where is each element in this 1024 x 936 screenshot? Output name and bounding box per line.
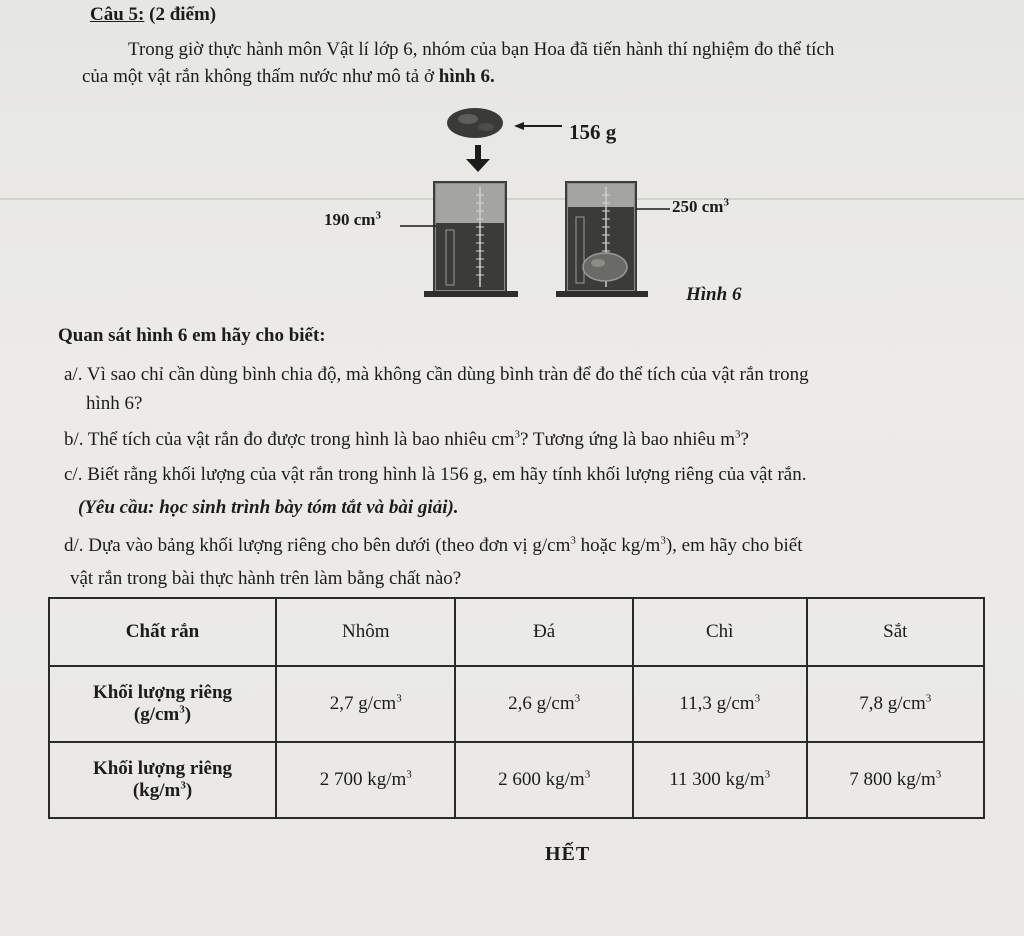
table-cell: 2,6 $g/cm^3$ <box>455 666 632 742</box>
question-label: Câu 5: <box>90 4 145 25</box>
row-label-kgm3: Khối lượng riêng $(kg/m^3)$ <box>49 742 276 818</box>
table-cell: 11,3 $g/cm^3$ <box>633 666 807 742</box>
table-cell: 2,7 $g/cm^3$ <box>276 666 455 742</box>
end-marker: HẾT <box>545 843 591 865</box>
question-title <box>90 4 216 26</box>
volume-2-label: 250 $cm^3$ <box>672 196 729 216</box>
volume-1-label: 190 $cm^3$ <box>324 209 381 229</box>
table-cell: 7 800 $kg/m^3$ <box>807 742 984 818</box>
table-header-cell: Chất rắn <box>49 598 276 666</box>
item-c-line-2: (Yêu cầu: học sinh trình bày tóm tắt và bài giải). <box>78 497 459 518</box>
rock-illustration <box>447 108 503 138</box>
density-table <box>48 597 985 819</box>
table-header-cell: Chì <box>633 598 807 666</box>
figure-reference: hình 6. <box>438 66 495 87</box>
table-row <box>49 666 984 742</box>
table-header-row <box>49 598 984 666</box>
item-a-line-1: a/. Vì sao chỉ cần dùng bình chia độ, mà không cần dùng bình tràn để đo thể tích của vật rắn trong <box>64 364 809 385</box>
graduated-cylinder-2 <box>556 182 648 297</box>
mass-label: 156 g <box>569 120 617 144</box>
down-arrow-icon <box>466 145 490 172</box>
table-cell: 2 600 $kg/m^3$ <box>455 742 632 818</box>
question-points: (2 điểm) <box>149 4 217 25</box>
item-b: b/. Thể tích của vật rắn đo được trong hình là bao nhiêu $cm^3$? Tương ứng là bao nhiêu $m^3$? <box>64 428 749 450</box>
prompt-heading: Quan sát hình 6 em hãy cho biết: <box>58 325 326 346</box>
row-label-gcm3: Khối lượng riêng $(g/cm^3)$ <box>49 666 276 742</box>
item-a-line-2: hình 6? <box>86 393 143 414</box>
table-row <box>49 742 984 818</box>
table-header-cell: Nhôm <box>276 598 455 666</box>
intro-line-2: của một vật rắn không thấm nước như mô tả ở hình 6. <box>82 66 495 87</box>
table-header-cell: Đá <box>455 598 632 666</box>
item-d-line-2: vật rắn trong bài thực hành trên làm bằng chất nào? <box>70 568 462 589</box>
submerged-rock <box>583 253 627 281</box>
table-cell: 7,8 $g/cm^3$ <box>807 666 984 742</box>
figure-caption: Hình 6 <box>686 284 742 305</box>
table-cell: 11 300 $kg/m^3$ <box>633 742 807 818</box>
item-d-line-1: d/. Dựa vào bảng khối lượng riêng cho bên dưới (theo đơn vị $g/cm^3$ hoặc $kg/m^3$), em hãy cho biết <box>64 534 803 556</box>
intro-line-1: Trong giờ thực hành môn Vật lí lớp 6, nhóm của bạn Hoa đã tiến hành thí nghiệm đo thể tích <box>128 39 835 60</box>
table-header-cell: Sắt <box>807 598 984 666</box>
item-c-line-1: c/. Biết rằng khối lượng của vật rắn trong hình là 156 g, em hãy tính khối lượng riêng của vật rắn. <box>64 464 807 485</box>
graduated-cylinder-1 <box>424 182 518 297</box>
table-cell: 2 700 $kg/m^3$ <box>276 742 455 818</box>
